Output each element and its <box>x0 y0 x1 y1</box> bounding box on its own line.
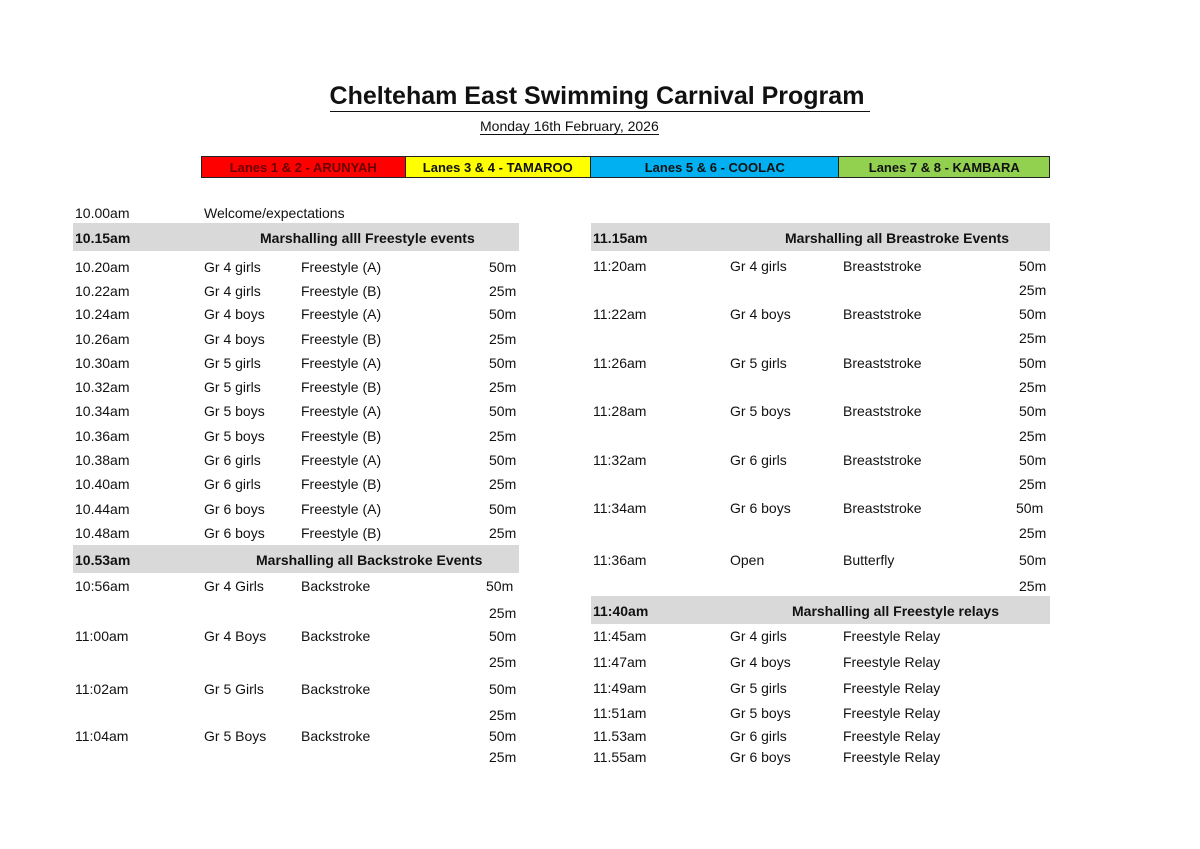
backstroke-row-event: Backstroke <box>301 681 371 697</box>
backstroke-row-group: Gr 5 Girls <box>204 681 264 697</box>
breaststroke-row-group: Gr 5 boys <box>730 403 791 419</box>
breaststroke-row-time: 11:28am <box>593 403 647 419</box>
freestyle-row-dist: 50m <box>489 403 517 419</box>
title-text: Chelteham East Swimming Carnival Program <box>330 82 871 112</box>
relay-row-group: Gr 5 girls <box>730 680 787 696</box>
backstroke-row-dist: 50m <box>489 681 517 697</box>
freestyle-row-event: Freestyle (A) <box>301 403 382 419</box>
freestyle-row-time: 10.48am <box>75 525 130 541</box>
backstroke-header-text: Marshalling all Backstroke Events <box>256 552 483 568</box>
breaststroke-row-dist: 25m <box>1019 578 1047 594</box>
freestyle-row-group: Gr 6 boys <box>204 525 265 541</box>
relay-row-event: Freestyle Relay <box>843 654 941 670</box>
freestyle-row-dist: 50m <box>489 259 517 275</box>
freestyle-row-time: 10.44am <box>75 501 130 517</box>
freestyle-row-dist: 50m <box>489 355 517 371</box>
breaststroke-header-time: 11.15am <box>593 230 648 246</box>
backstroke-row-time: 10:56am <box>75 578 130 594</box>
freestyle-row-event: Freestyle (B) <box>301 428 382 444</box>
freestyle-row-dist: 50m <box>489 452 517 468</box>
breaststroke-row-dist: 50m <box>1019 403 1047 419</box>
relay-row-time: 11:45am <box>593 628 647 644</box>
backstroke-row-dist: 25m <box>489 605 517 621</box>
relay-header-time: 11:40am <box>593 603 649 619</box>
relay-row-group: Gr 6 boys <box>730 749 791 765</box>
breaststroke-row-dist: 50m <box>1019 552 1047 568</box>
relay-row-event: Freestyle Relay <box>843 680 941 696</box>
relay-row-group: Gr 4 boys <box>730 654 791 670</box>
backstroke-row-group: Gr 4 Girls <box>204 578 264 594</box>
breaststroke-row-group: Gr 5 girls <box>730 355 787 371</box>
relay-row-time: 11:49am <box>593 680 647 696</box>
breaststroke-row-group: Open <box>730 552 765 568</box>
freestyle-row-time: 10.36am <box>75 428 130 444</box>
relay-row-event: Freestyle Relay <box>843 628 941 644</box>
freestyle-row-group: Gr 5 girls <box>204 379 261 395</box>
breaststroke-row-event: Breaststroke <box>843 403 922 419</box>
freestyle-row-event: Freestyle (A) <box>301 501 382 517</box>
freestyle-row-time: 10.40am <box>75 476 130 492</box>
breaststroke-row-dist: 50m <box>1019 452 1047 468</box>
freestyle-row-time: 10.32am <box>75 379 130 395</box>
relay-row-group: Gr 4 girls <box>730 628 787 644</box>
freestyle-row-group: Gr 5 boys <box>204 403 265 419</box>
breaststroke-row-dist: 50m <box>1019 258 1047 274</box>
backstroke-header-time: 10.53am <box>75 552 131 568</box>
breaststroke-row-group: Gr 4 girls <box>730 258 787 274</box>
breaststroke-row-dist: 25m <box>1019 330 1047 346</box>
breaststroke-row-event: Breaststroke <box>843 258 922 274</box>
lane-coolac: Lanes 5 & 6 - COOLAC <box>591 157 839 177</box>
backstroke-row-dist: 25m <box>489 707 517 723</box>
relay-row-event: Freestyle Relay <box>843 705 941 721</box>
subtitle-text: Monday 16th February, 2026 <box>480 118 659 134</box>
freestyle-row-group: Gr 5 girls <box>204 355 261 371</box>
relay-row-event: Freestyle Relay <box>843 749 941 765</box>
freestyle-row-group: Gr 4 boys <box>204 331 265 347</box>
backstroke-row-time: 11:00am <box>75 628 129 644</box>
breaststroke-row-time: 11:20am <box>593 258 647 274</box>
freestyle-row-dist: 25m <box>489 283 517 299</box>
backstroke-row-time: 11:02am <box>75 681 129 697</box>
backstroke-row-dist: 25m <box>489 749 517 765</box>
freestyle-row-group: Gr 6 girls <box>204 452 261 468</box>
freestyle-row-time: 10.38am <box>75 452 130 468</box>
freestyle-row-dist: 25m <box>489 331 517 347</box>
freestyle-row-dist: 25m <box>489 428 517 444</box>
freestyle-row-dist: 25m <box>489 379 517 395</box>
relay-row-group: Gr 6 girls <box>730 728 787 744</box>
relay-row-time: 11:51am <box>593 705 647 721</box>
relay-row-event: Freestyle Relay <box>843 728 941 744</box>
breaststroke-row-group: Gr 6 boys <box>730 500 791 516</box>
freestyle-row-time: 10.20am <box>75 259 130 275</box>
breaststroke-row-event: Butterfly <box>843 552 895 568</box>
backstroke-marshalling-header <box>73 545 519 573</box>
freestyle-row-group: Gr 4 girls <box>204 259 261 275</box>
backstroke-row-group: Gr 4 Boys <box>204 628 267 644</box>
relay-header-text: Marshalling all Freestyle relays <box>792 603 999 619</box>
lane-kambara: Lanes 7 & 8 - KAMBARA <box>839 157 1049 177</box>
freestyle-marshalling-header <box>73 223 519 251</box>
backstroke-row-group: Gr 5 Boys <box>204 728 267 744</box>
breaststroke-row-time: 11:26am <box>593 355 647 371</box>
freestyle-row-group: Gr 6 boys <box>204 501 265 517</box>
lane-arunyah: Lanes 1 & 2 - ARUNYAH <box>202 157 406 177</box>
freestyle-row-event: Freestyle (B) <box>301 331 382 347</box>
backstroke-row-dist: 50m <box>489 628 517 644</box>
breaststroke-row-time: 11:32am <box>593 452 647 468</box>
freestyle-row-dist: 25m <box>489 476 517 492</box>
page-subtitle <box>480 118 659 134</box>
freestyle-row-group: Gr 4 boys <box>204 306 265 322</box>
freestyle-row-time: 10.24am <box>75 306 130 322</box>
breaststroke-row-time: 11:36am <box>593 552 647 568</box>
freestyle-row-event: Freestyle (B) <box>301 283 382 299</box>
freestyle-row-event: Freestyle (A) <box>301 306 382 322</box>
breaststroke-row-dist: 50m <box>1019 306 1047 322</box>
freestyle-row-time: 10.34am <box>75 403 130 419</box>
breaststroke-row-dist: 50m <box>1019 355 1047 371</box>
breaststroke-row-dist: 25m <box>1019 525 1047 541</box>
relay-row-time: 11:47am <box>593 654 647 670</box>
breaststroke-row-time: 11:34am <box>593 500 647 516</box>
freestyle-row-dist: 50m <box>489 306 517 322</box>
welcome-text: Welcome/expectations <box>204 205 345 221</box>
relay-row-group: Gr 5 boys <box>730 705 791 721</box>
freestyle-row-event: Freestyle (B) <box>301 379 382 395</box>
breaststroke-row-event: Breaststroke <box>843 355 922 371</box>
freestyle-row-group: Gr 5 boys <box>204 428 265 444</box>
freestyle-row-event: Freestyle (A) <box>301 452 382 468</box>
page-title <box>0 82 1200 111</box>
breaststroke-marshalling-header <box>591 223 1050 251</box>
backstroke-row-time: 11:04am <box>75 728 129 744</box>
freestyle-row-dist: 50m <box>489 501 517 517</box>
freestyle-row-event: Freestyle (A) <box>301 259 382 275</box>
freestyle-row-group: Gr 4 girls <box>204 283 261 299</box>
backstroke-row-event: Backstroke <box>301 728 371 744</box>
breaststroke-row-group: Gr 4 boys <box>730 306 791 322</box>
freestyle-row-time: 10.22am <box>75 283 130 299</box>
backstroke-row-dist: 50m <box>489 728 517 744</box>
breaststroke-row-dist: 25m <box>1019 282 1047 298</box>
breaststroke-row-dist: 25m <box>1019 428 1047 444</box>
backstroke-row-dist: 50m <box>486 578 514 594</box>
breaststroke-row-time: 11:22am <box>593 306 647 322</box>
breaststroke-row-dist: 25m <box>1019 379 1047 395</box>
backstroke-row-event: Backstroke <box>301 578 371 594</box>
breaststroke-row-event: Breaststroke <box>843 452 922 468</box>
breaststroke-row-dist: 25m <box>1019 476 1047 492</box>
breaststroke-row-dist: 50m <box>1016 500 1044 516</box>
relay-marshalling-header <box>591 596 1050 624</box>
freestyle-row-event: Freestyle (B) <box>301 476 382 492</box>
freestyle-header-text: Marshalling alll Freestyle events <box>260 230 475 246</box>
relay-row-time: 11.55am <box>593 749 647 765</box>
lane-tamaroo: Lanes 3 & 4 - TAMAROO <box>406 157 592 177</box>
breaststroke-row-event: Breaststroke <box>843 306 922 322</box>
freestyle-header-time: 10.15am <box>75 230 131 246</box>
breaststroke-row-event: Breaststroke <box>843 500 922 516</box>
freestyle-row-event: Freestyle (B) <box>301 525 382 541</box>
breaststroke-header-text: Marshalling all Breastroke Events <box>785 230 1010 246</box>
freestyle-row-group: Gr 6 girls <box>204 476 261 492</box>
freestyle-row-time: 10.30am <box>75 355 130 371</box>
backstroke-row-event: Backstroke <box>301 628 371 644</box>
breaststroke-row-group: Gr 6 girls <box>730 452 787 468</box>
lanes-legend <box>201 156 1050 178</box>
freestyle-row-event: Freestyle (A) <box>301 355 382 371</box>
backstroke-row-dist: 25m <box>489 654 517 670</box>
relay-row-time: 11.53am <box>593 728 647 744</box>
freestyle-row-time: 10.26am <box>75 331 130 347</box>
freestyle-row-dist: 25m <box>489 525 517 541</box>
welcome-time: 10.00am <box>75 205 130 221</box>
